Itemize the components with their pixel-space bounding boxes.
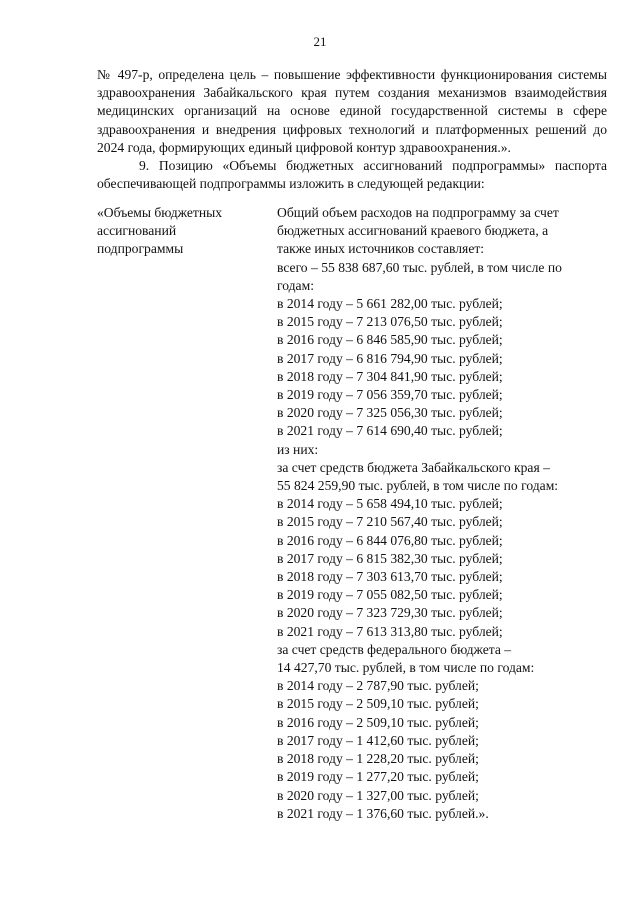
intro-text [97, 66, 607, 193]
value-line: в 2021 году – 7 613 313,80 тыс. рублей; [277, 623, 503, 639]
value-line: в 2017 году – 1 412,60 тыс. рублей; [277, 732, 479, 748]
value-line: в 2017 году – 6 815 382,30 тыс. рублей; [277, 550, 503, 566]
value-line: 14 427,70 тыс. рублей, в том числе по годам: [277, 660, 535, 676]
label-line: «Объемы бюджетных [97, 205, 223, 220]
value-line: в 2020 году – 7 323 729,30 тыс. рублей; [277, 605, 503, 621]
value-line: в 2015 году – 2 509,10 тыс. рублей; [277, 696, 479, 712]
value-line: годам: [277, 277, 314, 293]
label-line: подпрограммы [97, 241, 184, 257]
value-line: в 2016 году – 6 844 076,80 тыс. рублей; [277, 532, 503, 548]
value-line: 55 824 259,90 тыс. рублей, в том числе по годам: [277, 478, 559, 494]
value-line: в 2017 году – 6 816 794,90 тыс. рублей; [277, 350, 503, 366]
value-line: за счет средств бюджета Забайкальского края – [277, 459, 550, 475]
value-line: в 2014 году – 2 787,90 тыс. рублей; [277, 678, 479, 694]
value-line: в 2021 году – 1 376,60 тыс. рублей.». [277, 805, 489, 821]
budget-table-label-cell [97, 204, 277, 823]
budget-table-value-cell [277, 204, 607, 823]
value-line: за счет средств федерального бюджета – [277, 641, 512, 657]
value-line: в 2014 году – 5 661 282,00 тыс. рублей; [277, 296, 503, 312]
value-line: в 2016 году – 2 509,10 тыс. рублей; [277, 714, 479, 730]
value-line: в 2014 году – 5 658 494,10 тыс. рублей; [277, 496, 503, 512]
value-line: в 2019 году – 1 277,20 тыс. рублей; [277, 769, 479, 785]
value-line: Общий объем расходов на подпрограмму за счет [277, 205, 559, 220]
value-line: из них: [277, 441, 319, 457]
value-line: в 2019 году – 7 055 082,50 тыс. рублей; [277, 587, 503, 603]
value-line: в 2020 году – 1 327,00 тыс. рублей; [277, 787, 479, 803]
value-line: в 2015 году – 7 210 567,40 тыс. рублей; [277, 514, 503, 530]
value-line: в 2019 году – 7 056 359,70 тыс. рублей; [277, 387, 503, 403]
value-line: также иных источников составляет: [277, 241, 485, 257]
intro-paragraph-2: 9. Позицию «Объемы бюджетных ассигнований подпрограммы» паспорта обеспечивающей подпрограммы изложить в следующей редакции: [97, 158, 607, 192]
intro-paragraph-1: № 497-р, определена цель – повышение эффективности функционирования системы здравоохранения Забайкальского края путем создания механизмов взаимодействия медицинских организаций на основе единой государственной системы в сфере здравоохранения и внедрения цифровых технологий и платформенных решений до 2024 года, формирующих единый цифровой контур здравоохранения.». [97, 67, 607, 155]
value-line: в 2016 году – 6 846 585,90 тыс. рублей; [277, 332, 503, 348]
label-line: ассигнований [97, 223, 177, 239]
value-line: в 2018 году – 7 304 841,90 тыс. рублей; [277, 368, 503, 384]
value-line: всего – 55 838 687,60 тыс. рублей, в том числе по [277, 259, 562, 275]
value-line: в 2020 году – 7 325 056,30 тыс. рублей; [277, 405, 503, 421]
value-line: бюджетных ассигнований краевого бюджета, а [277, 223, 549, 239]
value-line: в 2018 году – 7 303 613,70 тыс. рублей; [277, 569, 503, 585]
page-number: 21 [313, 34, 327, 49]
value-line: в 2018 году – 1 228,20 тыс. рублей; [277, 751, 479, 767]
value-line: в 2021 году – 7 614 690,40 тыс. рублей; [277, 423, 503, 439]
value-line: в 2015 году – 7 213 076,50 тыс. рублей; [277, 314, 503, 330]
budget-table [97, 204, 607, 823]
